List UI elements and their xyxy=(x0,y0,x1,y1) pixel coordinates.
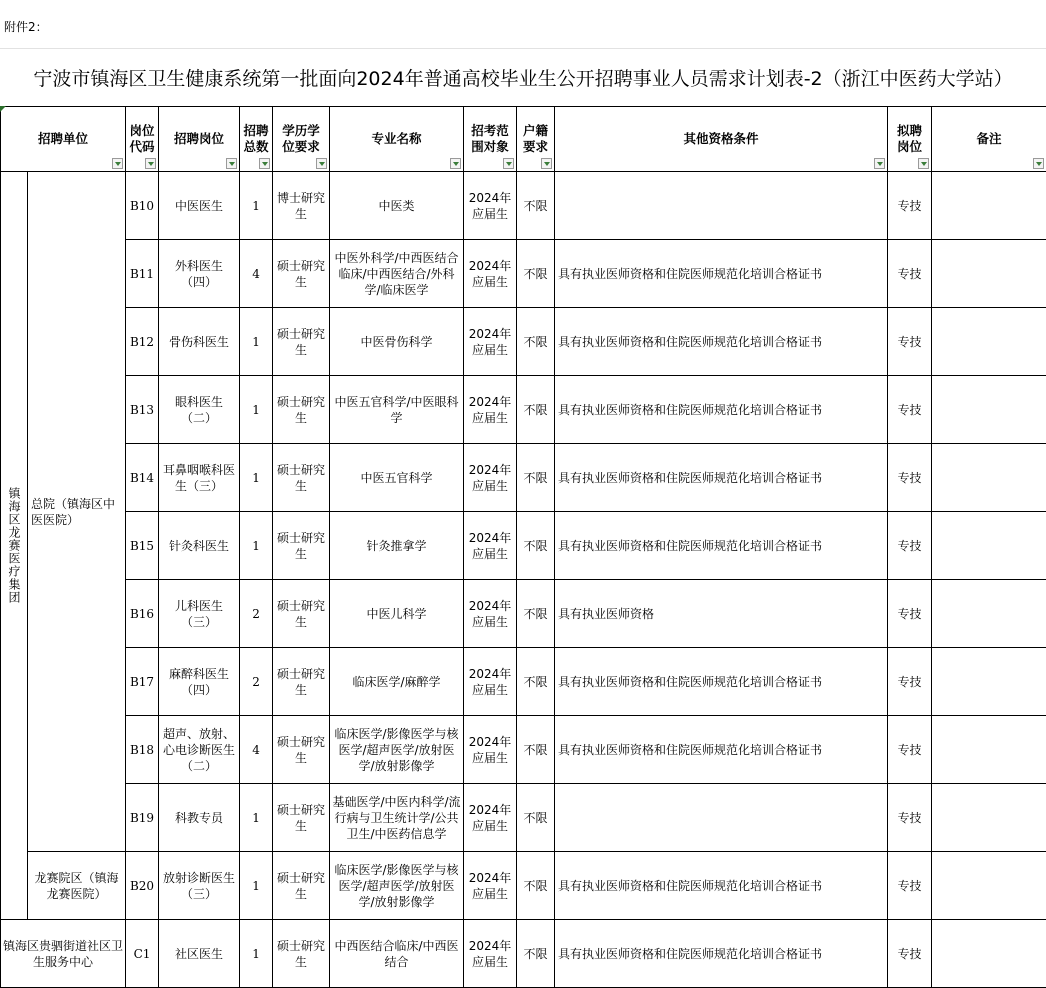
header-scope: 招考范 围对象 xyxy=(464,107,517,172)
cell-total: 2 xyxy=(240,580,273,648)
cell-hukou: 不限 xyxy=(517,308,555,376)
cell-position: 放射诊断医生（三） xyxy=(159,852,240,920)
filter-dropdown-icon[interactable] xyxy=(1033,158,1044,169)
cell-hukou: 不限 xyxy=(517,852,555,920)
table-row xyxy=(1,444,1046,512)
cell-hukou: 不限 xyxy=(517,580,555,648)
table-row xyxy=(1,240,1046,308)
cell-scope: 2024年应届生 xyxy=(464,648,517,716)
cell-hukou: 不限 xyxy=(517,784,555,852)
cell-remark xyxy=(932,376,1046,444)
header-row xyxy=(1,107,1046,172)
cell-post-type: 专技 xyxy=(888,444,932,512)
cell-post-type: 专技 xyxy=(888,716,932,784)
cell-scope: 2024年应届生 xyxy=(464,784,517,852)
cell-hukou: 不限 xyxy=(517,172,555,240)
cell-degree: 硕士研究生 xyxy=(273,512,330,580)
cell-degree: 硕士研究生 xyxy=(273,648,330,716)
cell-post-type: 专技 xyxy=(888,376,932,444)
cell-degree: 硕士研究生 xyxy=(273,716,330,784)
table-row xyxy=(1,172,1046,240)
cell-scope: 2024年应届生 xyxy=(464,376,517,444)
cell-scope: 2024年应届生 xyxy=(464,444,517,512)
cell-remark xyxy=(932,240,1046,308)
filter-dropdown-icon[interactable] xyxy=(112,158,123,169)
sheet-gridline xyxy=(0,48,1046,49)
cell-remark xyxy=(932,784,1046,852)
filter-dropdown-icon[interactable] xyxy=(259,158,270,169)
cell-total: 1 xyxy=(240,308,273,376)
sub-unit-cell: 龙赛院区（镇海龙赛医院） xyxy=(28,852,126,920)
cell-position: 耳鼻咽喉科医生（三） xyxy=(159,444,240,512)
header-post: 拟聘 岗位 xyxy=(888,107,932,172)
cell-remark xyxy=(932,920,1046,988)
cell-degree: 硕士研究生 xyxy=(273,920,330,988)
cell-code: B12 xyxy=(126,308,159,376)
table-row xyxy=(1,376,1046,444)
cell-position: 外科医生（四） xyxy=(159,240,240,308)
cell-position: 中医医生 xyxy=(159,172,240,240)
cell-other-conditions: 具有执业医师资格和住院医师规范化培训合格证书 xyxy=(555,852,888,920)
cell-post-type: 专技 xyxy=(888,784,932,852)
cell-total: 4 xyxy=(240,240,273,308)
cell-degree: 硕士研究生 xyxy=(273,784,330,852)
recruitment-table xyxy=(0,106,1046,988)
header-other: 其他资格条件 xyxy=(555,107,888,172)
table-row xyxy=(1,920,1046,988)
cell-position: 社区医生 xyxy=(159,920,240,988)
cell-major: 中医儿科学 xyxy=(330,580,464,648)
cell-total: 4 xyxy=(240,716,273,784)
cell-degree: 硕士研究生 xyxy=(273,444,330,512)
header-code: 岗位 代码 xyxy=(126,107,159,172)
cell-remark xyxy=(932,172,1046,240)
cell-major: 临床医学/影像医学与核医学/超声医学/放射医学/放射影像学 xyxy=(330,852,464,920)
cell-code: B10 xyxy=(126,172,159,240)
table-row xyxy=(1,852,1046,920)
filter-dropdown-icon[interactable] xyxy=(503,158,514,169)
header-total: 招聘 总数 xyxy=(240,107,273,172)
cell-hukou: 不限 xyxy=(517,240,555,308)
page-title: 宁波市镇海区卫生健康系统第一批面向2024年普通高校毕业生公开招聘事业人员需求计划表-2（浙江中医药大学站） xyxy=(0,64,1046,91)
cell-code: B19 xyxy=(126,784,159,852)
unit-group-cell: 镇海区龙赛医疗集团 xyxy=(1,172,28,920)
cell-post-type: 专技 xyxy=(888,920,932,988)
cell-remark xyxy=(932,580,1046,648)
filter-dropdown-icon[interactable] xyxy=(918,158,929,169)
cell-hukou: 不限 xyxy=(517,716,555,784)
cell-post-type: 专技 xyxy=(888,852,932,920)
cell-major: 针灸推拿学 xyxy=(330,512,464,580)
cell-code: B18 xyxy=(126,716,159,784)
cell-scope: 2024年应届生 xyxy=(464,512,517,580)
cell-major: 中西医结合临床/中西医结合 xyxy=(330,920,464,988)
header-unit: 招聘单位 xyxy=(1,107,126,172)
cell-total: 1 xyxy=(240,852,273,920)
cell-total: 2 xyxy=(240,648,273,716)
cell-other-conditions xyxy=(555,784,888,852)
cell-post-type: 专技 xyxy=(888,648,932,716)
cell-hukou: 不限 xyxy=(517,648,555,716)
cell-major: 基础医学/中医内科学/流行病与卫生统计学/公共卫生/中医药信息学 xyxy=(330,784,464,852)
table-row xyxy=(1,512,1046,580)
cell-position: 科教专员 xyxy=(159,784,240,852)
cell-remark xyxy=(932,716,1046,784)
cell-code: B17 xyxy=(126,648,159,716)
cell-scope: 2024年应届生 xyxy=(464,852,517,920)
cell-degree: 硕士研究生 xyxy=(273,580,330,648)
cell-total: 1 xyxy=(240,376,273,444)
cell-remark xyxy=(932,308,1046,376)
filter-dropdown-icon[interactable] xyxy=(874,158,885,169)
cell-major: 中医类 xyxy=(330,172,464,240)
cell-other-conditions: 具有执业医师资格和住院医师规范化培训合格证书 xyxy=(555,648,888,716)
cell-total: 1 xyxy=(240,512,273,580)
filter-dropdown-icon[interactable] xyxy=(145,158,156,169)
cell-hukou: 不限 xyxy=(517,376,555,444)
unit-cell: 镇海区贵驷街道社区卫生服务中心 xyxy=(1,920,126,988)
cell-other-conditions: 具有执业医师资格 xyxy=(555,580,888,648)
cell-position: 骨伤科医生 xyxy=(159,308,240,376)
cell-other-conditions: 具有执业医师资格和住院医师规范化培训合格证书 xyxy=(555,308,888,376)
cell-degree: 硕士研究生 xyxy=(273,376,330,444)
table-row xyxy=(1,648,1046,716)
cell-major: 中医五官科学 xyxy=(330,444,464,512)
cell-scope: 2024年应届生 xyxy=(464,240,517,308)
cell-post-type: 专技 xyxy=(888,172,932,240)
cell-major: 中医外科学/中西医结合临床/中西医结合/外科学/临床医学 xyxy=(330,240,464,308)
cell-hukou: 不限 xyxy=(517,444,555,512)
cell-code: C1 xyxy=(126,920,159,988)
table-row xyxy=(1,784,1046,852)
cell-degree: 硕士研究生 xyxy=(273,240,330,308)
cell-other-conditions: 具有执业医师资格和住院医师规范化培训合格证书 xyxy=(555,716,888,784)
filter-dropdown-icon[interactable] xyxy=(226,158,237,169)
cell-post-type: 专技 xyxy=(888,512,932,580)
cell-code: B15 xyxy=(126,512,159,580)
cell-post-type: 专技 xyxy=(888,240,932,308)
cell-total: 1 xyxy=(240,444,273,512)
cell-code: B13 xyxy=(126,376,159,444)
table-row xyxy=(1,308,1046,376)
cell-other-conditions: 具有执业医师资格和住院医师规范化培训合格证书 xyxy=(555,444,888,512)
sub-unit-cell: 总院（镇海区中医医院） xyxy=(28,172,126,852)
filter-dropdown-icon[interactable] xyxy=(541,158,552,169)
cell-scope: 2024年应届生 xyxy=(464,716,517,784)
cell-remark xyxy=(932,852,1046,920)
cell-position: 针灸科医生 xyxy=(159,512,240,580)
table-row xyxy=(1,580,1046,648)
cell-hukou: 不限 xyxy=(517,920,555,988)
cell-code: B14 xyxy=(126,444,159,512)
cell-position: 超声、放射、心电诊断医生（二） xyxy=(159,716,240,784)
cell-major: 中医五官科学/中医眼科学 xyxy=(330,376,464,444)
cell-degree: 博士研究生 xyxy=(273,172,330,240)
header-major: 专业名称 xyxy=(330,107,464,172)
cell-code: B20 xyxy=(126,852,159,920)
cell-position: 儿科医生（三） xyxy=(159,580,240,648)
cell-total: 1 xyxy=(240,920,273,988)
header-degree: 学历学 位要求 xyxy=(273,107,330,172)
cell-scope: 2024年应届生 xyxy=(464,172,517,240)
filter-dropdown-icon[interactable] xyxy=(316,158,327,169)
header-remark: 备注 xyxy=(932,107,1046,172)
cell-remark xyxy=(932,444,1046,512)
cell-scope: 2024年应届生 xyxy=(464,920,517,988)
header-hukou: 户籍 要求 xyxy=(517,107,555,172)
cell-major: 临床医学/麻醉学 xyxy=(330,648,464,716)
header-position: 招聘岗位 xyxy=(159,107,240,172)
cell-post-type: 专技 xyxy=(888,580,932,648)
cell-other-conditions: 具有执业医师资格和住院医师规范化培训合格证书 xyxy=(555,240,888,308)
cell-scope: 2024年应届生 xyxy=(464,580,517,648)
cell-total: 1 xyxy=(240,172,273,240)
cell-degree: 硕士研究生 xyxy=(273,852,330,920)
cell-remark xyxy=(932,512,1046,580)
attachment-label: 附件2： xyxy=(4,18,48,35)
filter-dropdown-icon[interactable] xyxy=(450,158,461,169)
cell-corner-marker xyxy=(0,106,6,112)
cell-position: 麻醉科医生（四） xyxy=(159,648,240,716)
cell-other-conditions: 具有执业医师资格和住院医师规范化培训合格证书 xyxy=(555,512,888,580)
cell-code: B16 xyxy=(126,580,159,648)
cell-other-conditions: 具有执业医师资格和住院医师规范化培训合格证书 xyxy=(555,376,888,444)
cell-remark xyxy=(932,648,1046,716)
cell-other-conditions xyxy=(555,172,888,240)
cell-major: 临床医学/影像医学与核医学/超声医学/放射医学/放射影像学 xyxy=(330,716,464,784)
cell-other-conditions: 具有执业医师资格和住院医师规范化培训合格证书 xyxy=(555,920,888,988)
cell-position: 眼科医生（二） xyxy=(159,376,240,444)
cell-degree: 硕士研究生 xyxy=(273,308,330,376)
cell-code: B11 xyxy=(126,240,159,308)
cell-major: 中医骨伤科学 xyxy=(330,308,464,376)
cell-hukou: 不限 xyxy=(517,512,555,580)
cell-total: 1 xyxy=(240,784,273,852)
table-row xyxy=(1,716,1046,784)
cell-post-type: 专技 xyxy=(888,308,932,376)
cell-scope: 2024年应届生 xyxy=(464,308,517,376)
